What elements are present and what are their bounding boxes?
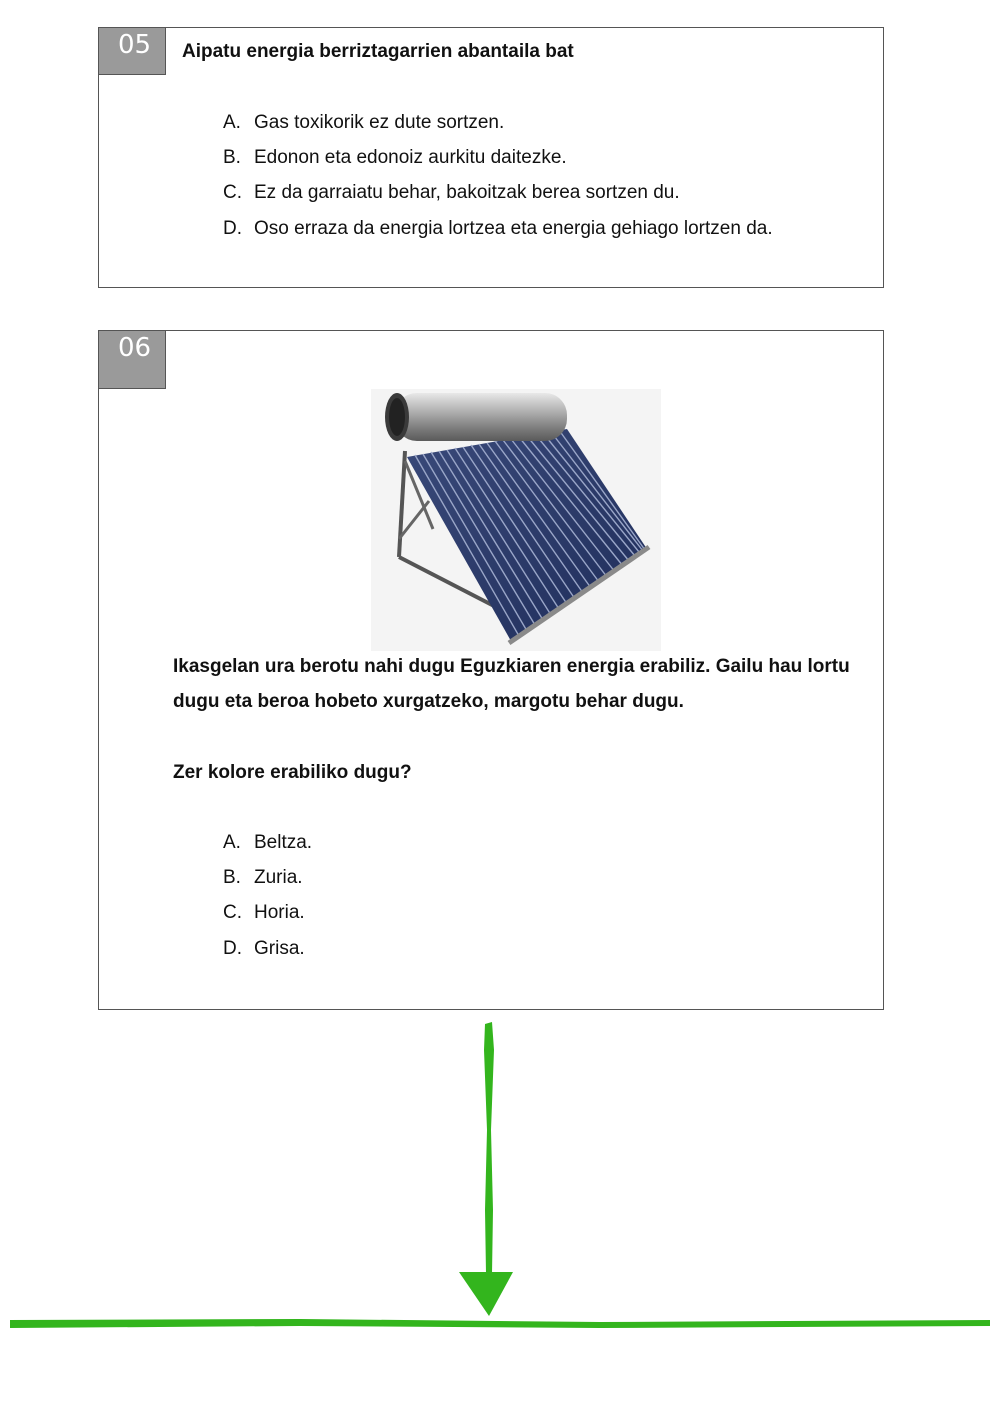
option-letter: D. [223, 937, 242, 959]
answer-option-d[interactable] [223, 219, 773, 254]
option-text: Oso erraza da energia lortzea eta energia gehiago lortzen da. [254, 217, 773, 239]
question-statement: Ikasgelan ura berotu nahi dugu Eguzkiaren energia erabiliz. Gailu hau lortu dugu eta beroa hobeto xurgatzeko, margotu behar dugu. [173, 656, 850, 712]
question-number: 05 [99, 28, 166, 75]
option-text: Grisa. [254, 937, 305, 959]
option-text: Horia. [254, 902, 305, 924]
answer-option-b[interactable] [223, 148, 773, 183]
option-text: Zuria. [254, 867, 303, 889]
answer-option-a[interactable] [223, 113, 773, 148]
drop-target-area [0, 1010, 1000, 1340]
answer-option-c[interactable] [223, 183, 773, 218]
option-letter: C. [223, 902, 242, 924]
option-letter: B. [223, 867, 241, 889]
answer-option-b[interactable] [223, 868, 312, 903]
option-letter: B. [223, 147, 241, 169]
option-text: Gas toxikorik ez dute sortzen. [254, 112, 505, 133]
question-05-card [98, 27, 884, 288]
option-text: Ez da garraiatu behar, bakoitzak berea sortzen du. [254, 182, 680, 204]
answer-option-d[interactable] [223, 939, 312, 974]
question-prompt: Zer kolore erabiliko dugu? [173, 762, 412, 783]
option-letter: A. [223, 112, 241, 133]
question-number: 06 [99, 331, 166, 389]
question-06-card [98, 330, 884, 1010]
drop-line [10, 1319, 990, 1328]
down-arrow-icon [459, 1022, 513, 1316]
answer-options [223, 833, 312, 974]
option-letter: D. [223, 217, 242, 239]
question-title: Aipatu energia berriztagarrien abantaila bat [182, 41, 574, 62]
answer-options [223, 113, 773, 254]
option-text: Beltza. [254, 832, 313, 853]
option-letter: C. [223, 182, 242, 204]
solar-water-heater-image [371, 389, 661, 651]
answer-option-c[interactable] [223, 903, 312, 938]
answer-option-a[interactable] [223, 833, 312, 868]
option-letter: A. [223, 832, 241, 853]
option-text: Edonon eta edonoiz aurkitu daitezke. [254, 147, 567, 169]
